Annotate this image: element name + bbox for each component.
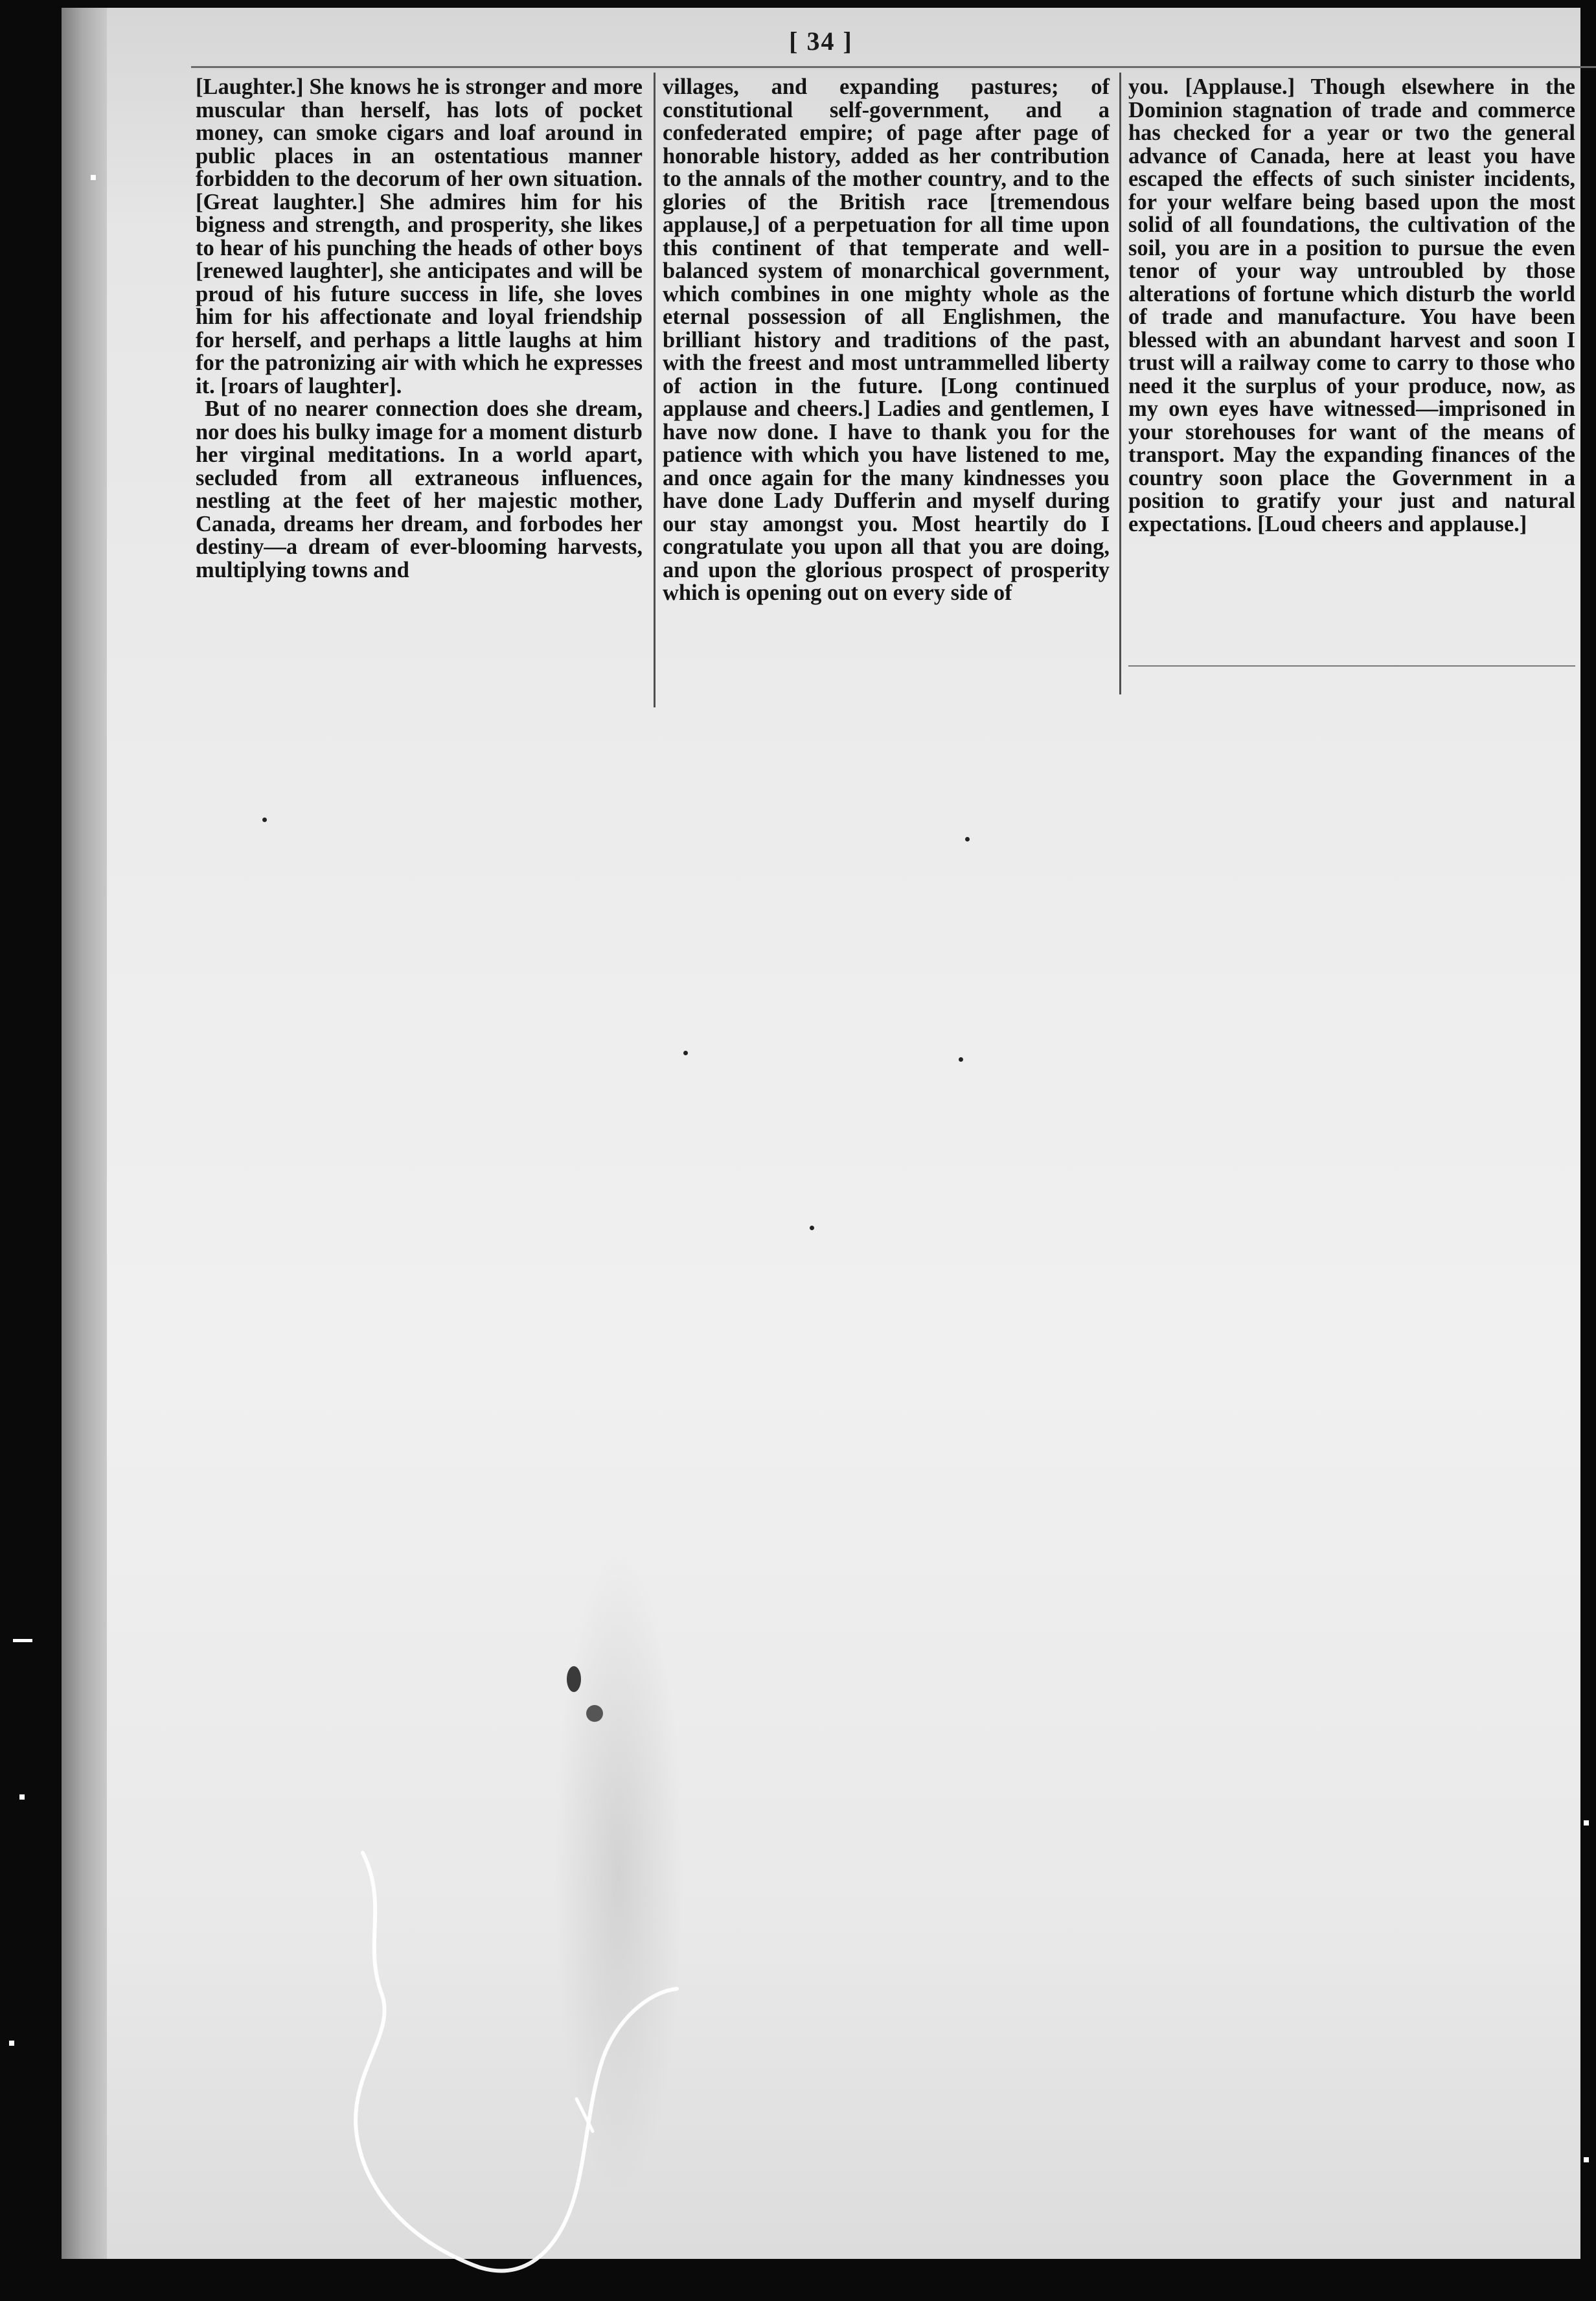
ink-blot — [586, 1705, 603, 1722]
dust-speck — [810, 1226, 814, 1230]
film-scratch — [337, 1827, 700, 2293]
scan-artifact — [1584, 2157, 1589, 2162]
header-rule — [191, 66, 1596, 68]
page-number: [ 34 ] — [789, 27, 853, 56]
column-divider-2 — [1119, 73, 1121, 694]
dust-speck — [965, 837, 970, 841]
scan-artifact — [19, 1794, 25, 1800]
column-2-paragraph-1: villages, and expanding pastures; of constitutional self-government, and a confederated empire; of page after page of honorable history, added as her contribution to the annals of the mother country, and to the glories of the British race [tremendous applause,] of a perpetuation for all time upon this continent of that temperate and well-balanced system of monarchical government, which combines in one mighty whole as the eternal possession of all Englishmen, the brilliant history and traditions of the past, with the freest and most untrammelled liberty of action in the future. [Long continued applause and cheers.] Ladies and gentlemen, I have now done. I have to thank you for the patience with which you have listened to me, and once again for the many kindnesses you have done Lady Dufferin and myself during our stay amongst you. Most heartily do I congratulate you upon all that you are doing, and upon the glorious prospect of prosperity which is opening out on every side of — [663, 74, 1110, 605]
dust-speck — [683, 1051, 688, 1055]
newspaper-page — [62, 8, 1580, 2259]
text-column-1 — [196, 76, 643, 582]
column-3-paragraph-1: you. [Applause.] Though elsewhere in the Dominion stagnation of trade and commerce has checked for a year or two the general advance of Canada, here at least you have escaped the effects of such sinister incidents, for your welfare being based upon the most solid of all foundations, the cultivation of the soil, you are in a position to pursue the even tenor of your way untroubled by those alterations of fortune which disturb the world of trade and manufacture. You have been blessed with an abundant harvest and soon I trust will a railway come to carry to those who need it the surplus of your produce, now, as my own eyes have witnessed—imprisoned in your storehouses for want of the means of transport. May the expanding finances of the country soon place the Government in a position to gratify your just and natural expectations. [Loud cheers and applause.] — [1128, 74, 1575, 536]
text-column-3 — [1128, 76, 1575, 536]
scan-artifact — [13, 1639, 32, 1642]
page-binding-edge — [62, 8, 107, 2259]
column-1-paragraph-2: But of no nearer connection does she dream, nor does his bulky image for a moment disturb her virginal meditations. In a world apart, secluded from all extraneous influences, nestling at the feet of her majestic mother, Canada, dreams her dream, and forbodes her destiny—a dream of ever-blooming harvests, multiplying towns and — [196, 396, 643, 582]
dust-speck — [262, 818, 267, 822]
scan-artifact — [9, 2041, 14, 2046]
column-divider-1 — [654, 73, 656, 707]
ink-blot — [567, 1666, 581, 1692]
text-column-2 — [663, 76, 1110, 605]
dust-speck — [959, 1057, 963, 1062]
article-end-rule — [1128, 665, 1575, 667]
scan-artifact — [91, 175, 96, 180]
scan-artifact — [1584, 1820, 1589, 1826]
column-1-paragraph-1: [Laughter.] She knows he is stronger and more muscular than herself, has lots of pocket money, can smoke cigars and loaf around in public places in an ostentatious manner forbidden to the decorum of her own situation. [Great laughter.] She admires him for his bigness and strength, and prosperity, she likes to hear of his punching the heads of other boys [renewed laughter], she anticipates and will be proud of his future success in life, she loves him for his affectionate and loyal friendship for herself, and perhaps a little laughs at him for the patronizing air with which he expresses it. [roars of laughter]. — [196, 74, 643, 398]
